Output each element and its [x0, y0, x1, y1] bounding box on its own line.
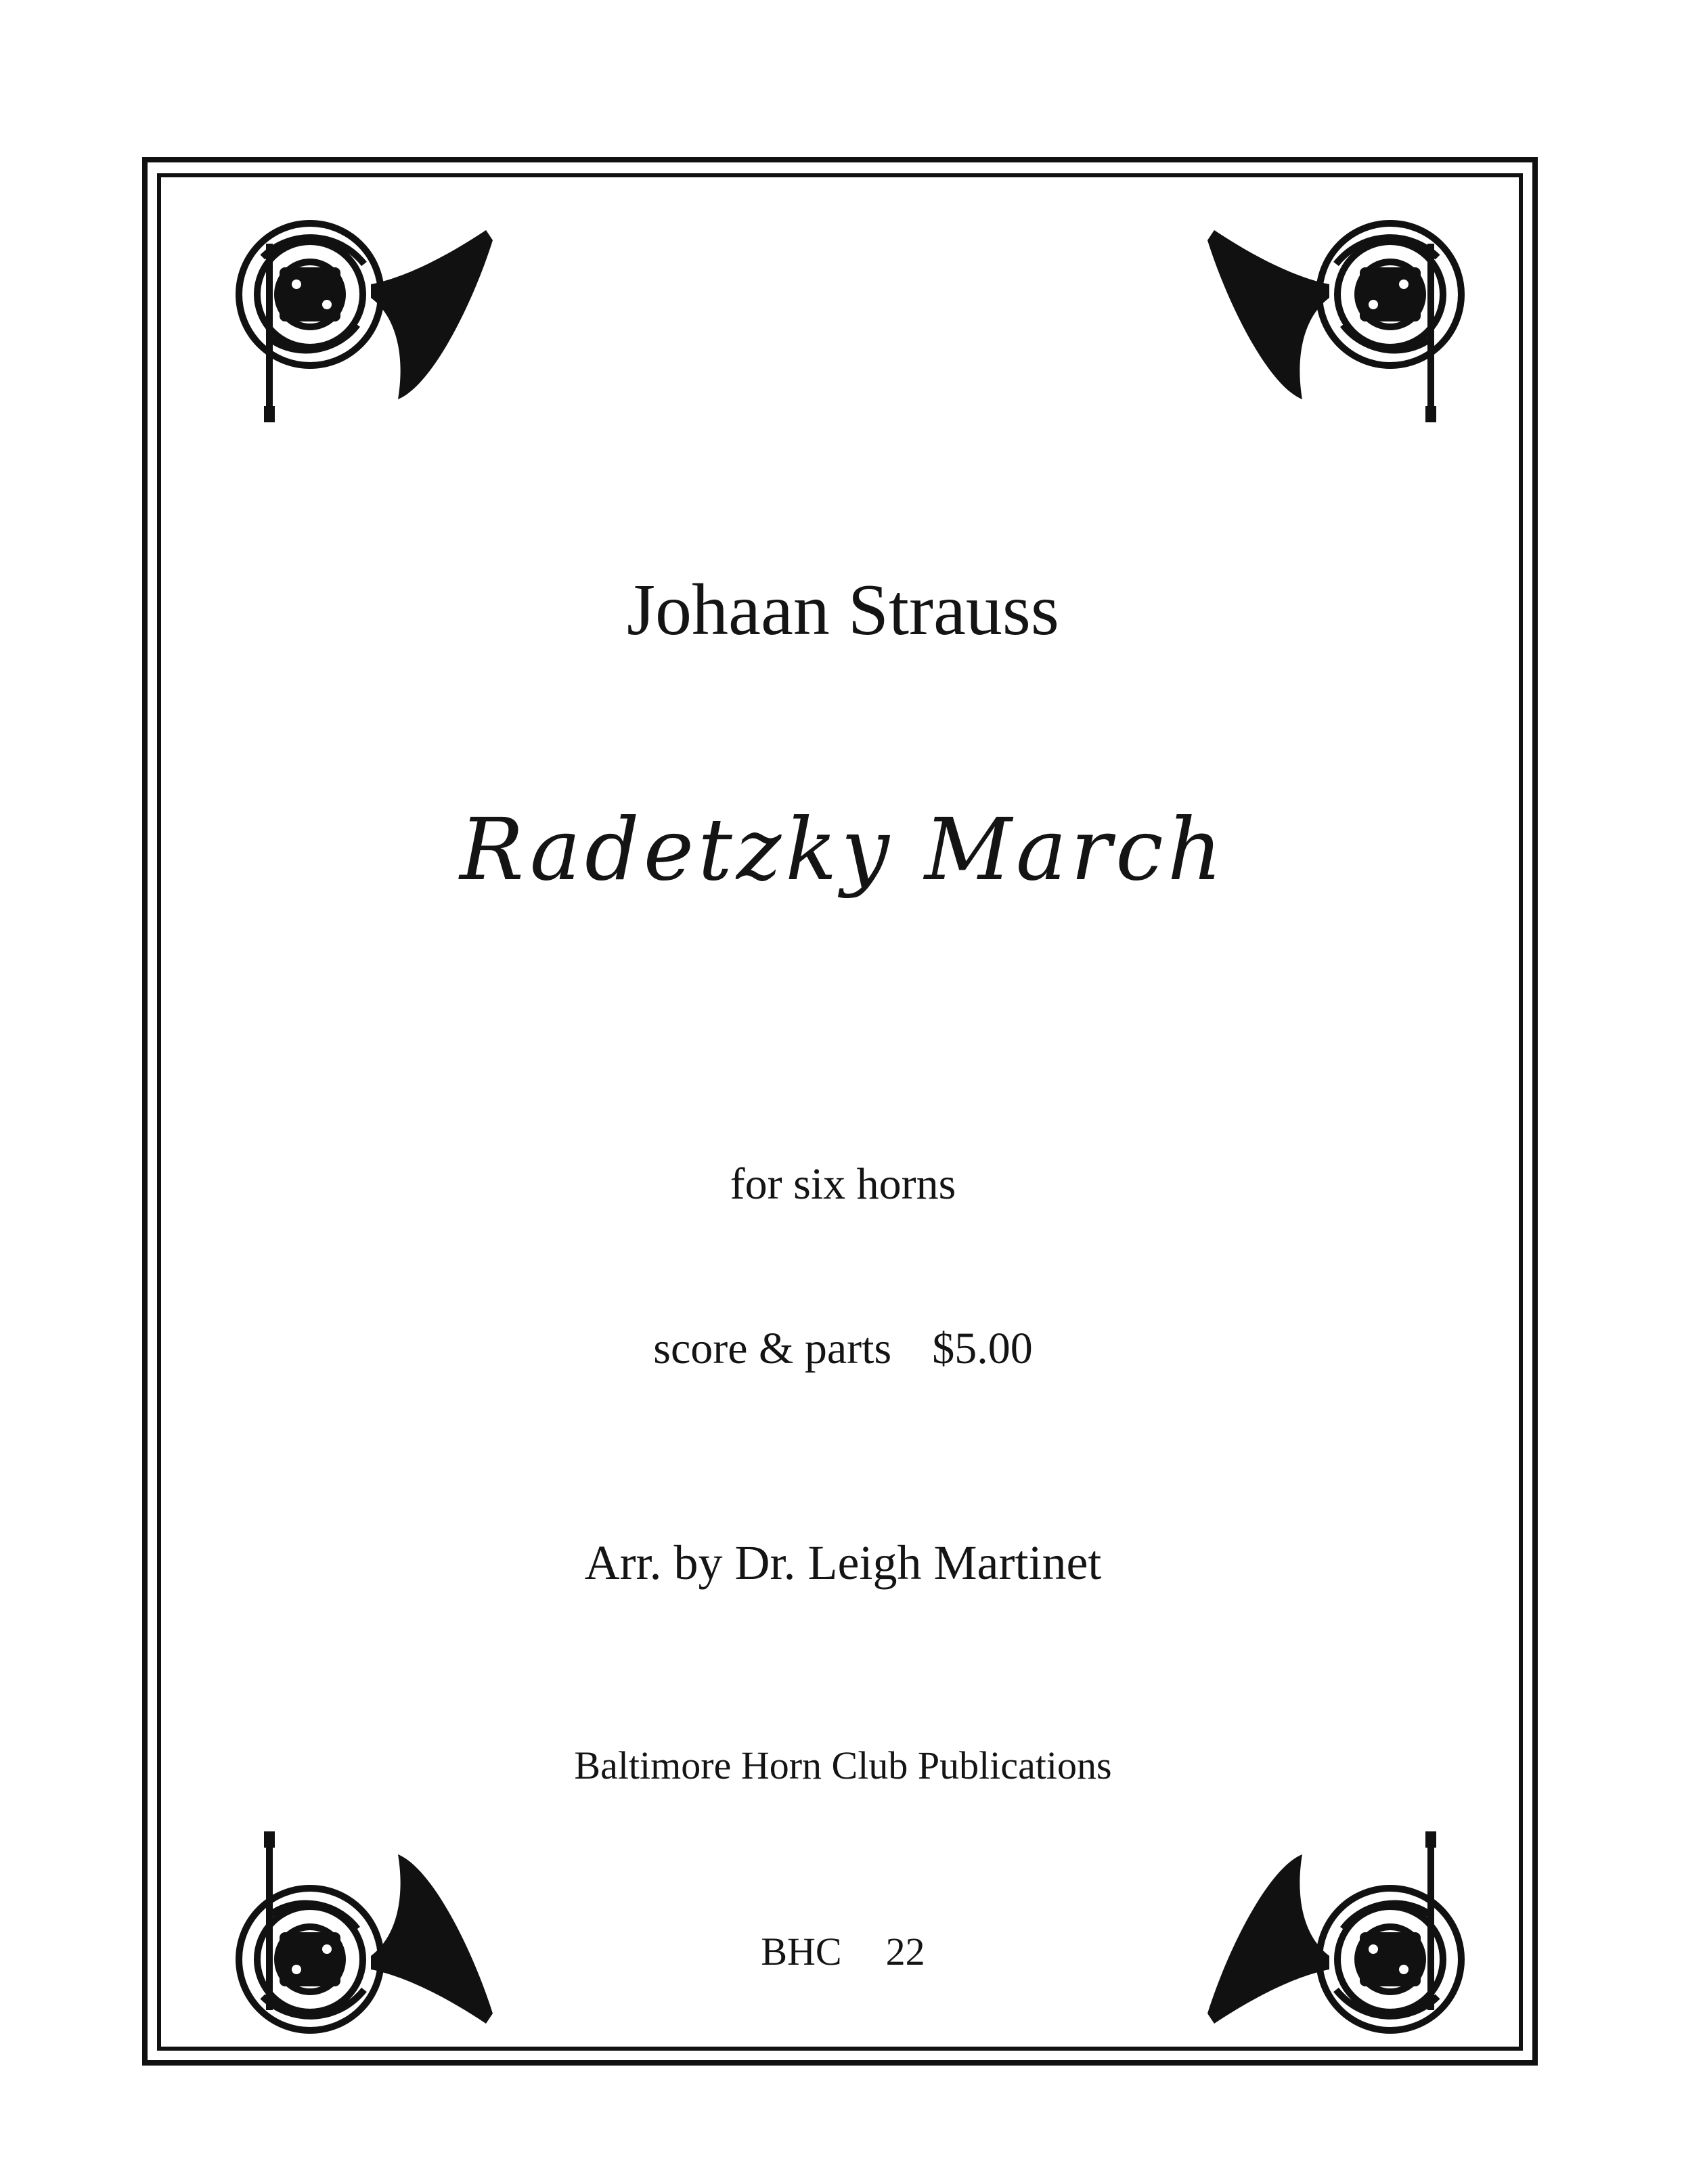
arranger-credit: Arr. by Dr. Leigh Martinet: [584, 1536, 1102, 1590]
instrumentation-text: for six horns: [730, 1159, 956, 1209]
french-horn-icon: [1187, 203, 1499, 426]
product-description: score & parts: [653, 1324, 892, 1373]
publisher-name: Baltimore Horn Club Publications: [574, 1743, 1112, 1787]
price-value: $5.00: [932, 1324, 1033, 1373]
composer-name: Johaan Strauss: [627, 570, 1059, 650]
french-horn-icon: [202, 203, 513, 426]
work-title: Radetzky March: [460, 800, 1226, 899]
price-line: [0, 1323, 1686, 1375]
catalog-number: BHC 22: [761, 1930, 925, 1974]
